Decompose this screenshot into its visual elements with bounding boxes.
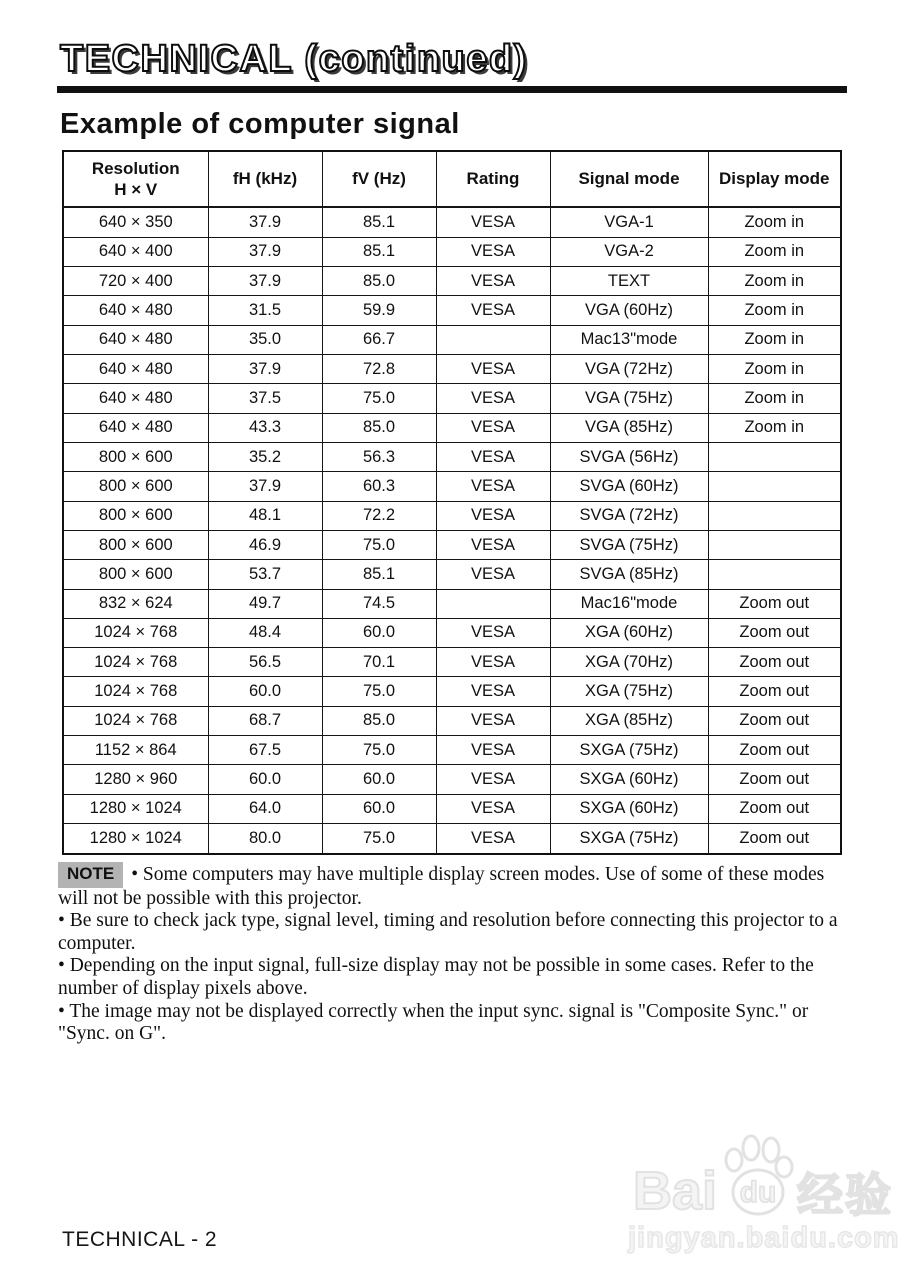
column-header-resolution: [63, 151, 208, 207]
cell-signal-mode: SXGA (60Hz): [550, 794, 708, 823]
table-row: [63, 560, 841, 589]
cell-fv: 85.1: [322, 207, 436, 237]
cell-fv: 85.0: [322, 413, 436, 442]
table-row: [63, 442, 841, 471]
cell-fv: 75.0: [322, 824, 436, 854]
cell-fv: 56.3: [322, 442, 436, 471]
cell-signal-mode: SVGA (75Hz): [550, 530, 708, 559]
cell-signal-mode: XGA (85Hz): [550, 706, 708, 735]
note-item: • Depending on the input signal, full-size display may not be possible in some cases. Refer to the number of display pixels above.: [58, 955, 814, 999]
cell-fh: 56.5: [208, 648, 322, 677]
table-row: [63, 354, 841, 383]
cell-fh: 35.2: [208, 442, 322, 471]
cell-fh: 68.7: [208, 706, 322, 735]
cell-fh: 49.7: [208, 589, 322, 618]
table-row: [63, 765, 841, 794]
cell-rating: VESA: [436, 413, 550, 442]
cell-signal-mode: VGA (85Hz): [550, 413, 708, 442]
cell-fh: 46.9: [208, 530, 322, 559]
cell-signal-mode: SVGA (60Hz): [550, 472, 708, 501]
cell-fv: 75.0: [322, 530, 436, 559]
note-badge: NOTE: [58, 862, 123, 888]
cell-display-mode: Zoom out: [708, 736, 841, 765]
note-item: • Some computers may have multiple display screen modes. Use of some of these modes will not be possible with this projector.: [58, 864, 825, 909]
cell-fv: 72.8: [322, 354, 436, 383]
watermark-url: jingyan.baidu.com: [628, 1222, 900, 1254]
cell-display-mode: Zoom in: [708, 237, 841, 266]
table-row: [63, 706, 841, 735]
cell-signal-mode: VGA (72Hz): [550, 354, 708, 383]
column-header-rating: Rating: [436, 151, 550, 207]
computer-signal-table: [62, 150, 842, 855]
table-row: [63, 794, 841, 823]
column-header-fh: fH (kHz): [208, 151, 322, 207]
cell-display-mode: Zoom in: [708, 354, 841, 383]
cell-fh: 53.7: [208, 560, 322, 589]
baidu-paw-icon: [718, 1134, 796, 1218]
table-row: [63, 736, 841, 765]
cell-fv: 75.0: [322, 384, 436, 413]
cell-resolution: 1024 × 768: [63, 706, 208, 735]
cell-rating: VESA: [436, 560, 550, 589]
cell-display-mode: [708, 442, 841, 471]
watermark-jingyan-text: 经验: [797, 1169, 894, 1221]
page-title: TECHNICAL (continued): [60, 38, 528, 80]
cell-fh: 37.9: [208, 237, 322, 266]
table-row: [63, 530, 841, 559]
table-row: [63, 589, 841, 618]
watermark-logo-row: [628, 1134, 898, 1221]
table-row: [63, 413, 841, 442]
watermark-du-text: du: [739, 1176, 777, 1209]
cell-resolution: 1280 × 1024: [63, 824, 208, 854]
cell-signal-mode: TEXT: [550, 266, 708, 295]
cell-resolution: 640 × 480: [63, 384, 208, 413]
cell-signal-mode: SVGA (85Hz): [550, 560, 708, 589]
cell-display-mode: Zoom out: [708, 677, 841, 706]
cell-fh: 35.0: [208, 325, 322, 354]
cell-display-mode: Zoom out: [708, 648, 841, 677]
cell-display-mode: Zoom in: [708, 207, 841, 237]
table-row: [63, 207, 841, 237]
cell-resolution: 640 × 480: [63, 325, 208, 354]
note-section: [58, 862, 852, 1046]
cell-resolution: 1024 × 768: [63, 648, 208, 677]
cell-resolution: 800 × 600: [63, 560, 208, 589]
cell-rating: VESA: [436, 442, 550, 471]
cell-resolution: 1152 × 864: [63, 736, 208, 765]
cell-signal-mode: Mac13"mode: [550, 325, 708, 354]
signal-table-body: [63, 207, 841, 854]
cell-signal-mode: SXGA (60Hz): [550, 765, 708, 794]
cell-fv: 75.0: [322, 736, 436, 765]
cell-resolution: 1280 × 1024: [63, 794, 208, 823]
table-row: [63, 618, 841, 647]
cell-signal-mode: XGA (70Hz): [550, 648, 708, 677]
cell-fh: 37.9: [208, 354, 322, 383]
cell-signal-mode: XGA (75Hz): [550, 677, 708, 706]
cell-rating: [436, 589, 550, 618]
cell-resolution: 720 × 400: [63, 266, 208, 295]
cell-display-mode: Zoom in: [708, 296, 841, 325]
column-header-resolution-line2: H × V: [114, 180, 158, 199]
cell-display-mode: [708, 560, 841, 589]
cell-fv: 60.3: [322, 472, 436, 501]
cell-rating: VESA: [436, 530, 550, 559]
cell-rating: VESA: [436, 648, 550, 677]
table-row: [63, 384, 841, 413]
cell-signal-mode: Mac16"mode: [550, 589, 708, 618]
cell-signal-mode: SVGA (56Hz): [550, 442, 708, 471]
cell-resolution: 640 × 350: [63, 207, 208, 237]
table-row: [63, 325, 841, 354]
cell-fv: 70.1: [322, 648, 436, 677]
table-row: [63, 501, 841, 530]
cell-resolution: 1024 × 768: [63, 618, 208, 647]
cell-resolution: 800 × 600: [63, 530, 208, 559]
cell-signal-mode: VGA (60Hz): [550, 296, 708, 325]
cell-display-mode: Zoom in: [708, 413, 841, 442]
cell-rating: VESA: [436, 677, 550, 706]
cell-display-mode: [708, 530, 841, 559]
cell-display-mode: Zoom out: [708, 824, 841, 854]
cell-rating: VESA: [436, 472, 550, 501]
cell-fv: 60.0: [322, 794, 436, 823]
note-item: • Be sure to check jack type, signal level, timing and resolution before connecting this projector to a computer.: [58, 910, 838, 954]
footer-page-label: TECHNICAL - 2: [62, 1228, 218, 1251]
cell-resolution: 640 × 480: [63, 296, 208, 325]
cell-fv: 85.0: [322, 266, 436, 295]
column-header-display-mode: Display mode: [708, 151, 841, 207]
cell-rating: VESA: [436, 266, 550, 295]
cell-rating: VESA: [436, 794, 550, 823]
cell-resolution: 800 × 600: [63, 472, 208, 501]
cell-rating: VESA: [436, 237, 550, 266]
cell-display-mode: Zoom in: [708, 266, 841, 295]
cell-rating: VESA: [436, 207, 550, 237]
cell-fh: 64.0: [208, 794, 322, 823]
cell-fh: 48.1: [208, 501, 322, 530]
cell-resolution: 640 × 480: [63, 354, 208, 383]
cell-rating: VESA: [436, 706, 550, 735]
cell-fv: 60.0: [322, 618, 436, 647]
table-header-row: [63, 151, 841, 207]
cell-rating: VESA: [436, 354, 550, 383]
cell-fh: 37.9: [208, 472, 322, 501]
table-row: [63, 824, 841, 854]
cell-display-mode: Zoom out: [708, 765, 841, 794]
baidu-jingyan-watermark: [628, 1134, 898, 1255]
cell-signal-mode: VGA-2: [550, 237, 708, 266]
cell-signal-mode: SVGA (72Hz): [550, 501, 708, 530]
cell-display-mode: Zoom out: [708, 589, 841, 618]
cell-resolution: 1024 × 768: [63, 677, 208, 706]
cell-resolution: 832 × 624: [63, 589, 208, 618]
cell-fv: 85.1: [322, 237, 436, 266]
table-row: [63, 677, 841, 706]
cell-rating: VESA: [436, 296, 550, 325]
cell-signal-mode: XGA (60Hz): [550, 618, 708, 647]
table-row: [63, 296, 841, 325]
cell-display-mode: Zoom out: [708, 706, 841, 735]
cell-rating: VESA: [436, 618, 550, 647]
cell-signal-mode: SXGA (75Hz): [550, 824, 708, 854]
watermark-bai-text: Bai: [632, 1161, 718, 1221]
cell-fh: 67.5: [208, 736, 322, 765]
cell-fv: 72.2: [322, 501, 436, 530]
table-row: [63, 472, 841, 501]
cell-fh: 31.5: [208, 296, 322, 325]
note-item: • The image may not be displayed correctly when the input sync. signal is "Composite Sync." or "Sync. on G".: [58, 1000, 809, 1045]
column-header-signal-mode: Signal mode: [550, 151, 708, 207]
cell-fv: 85.1: [322, 560, 436, 589]
cell-display-mode: Zoom out: [708, 618, 841, 647]
cell-display-mode: Zoom in: [708, 325, 841, 354]
cell-fh: 80.0: [208, 824, 322, 854]
cell-rating: [436, 325, 550, 354]
cell-display-mode: [708, 501, 841, 530]
cell-fh: 60.0: [208, 677, 322, 706]
cell-display-mode: [708, 472, 841, 501]
table-row: [63, 237, 841, 266]
cell-fv: 60.0: [322, 765, 436, 794]
cell-fh: 60.0: [208, 765, 322, 794]
cell-fv: 66.7: [322, 325, 436, 354]
cell-rating: VESA: [436, 501, 550, 530]
cell-rating: VESA: [436, 824, 550, 854]
cell-display-mode: Zoom in: [708, 384, 841, 413]
column-header-resolution-line1: Resolution: [91, 158, 180, 178]
cell-signal-mode: SXGA (75Hz): [550, 736, 708, 765]
section-heading: Example of computer signal: [60, 108, 460, 140]
cell-fv: 59.9: [322, 296, 436, 325]
cell-resolution: 800 × 600: [63, 442, 208, 471]
cell-display-mode: Zoom out: [708, 794, 841, 823]
column-header-fv: fV (Hz): [322, 151, 436, 207]
cell-rating: VESA: [436, 384, 550, 413]
cell-signal-mode: VGA-1: [550, 207, 708, 237]
cell-fv: 74.5: [322, 589, 436, 618]
cell-resolution: 640 × 480: [63, 413, 208, 442]
cell-fh: 48.4: [208, 618, 322, 647]
table-row: [63, 266, 841, 295]
cell-fh: 37.9: [208, 207, 322, 237]
title-underline: [57, 86, 847, 93]
note-paragraph-first: [58, 862, 852, 910]
cell-fh: 43.3: [208, 413, 322, 442]
cell-rating: VESA: [436, 736, 550, 765]
cell-fh: 37.5: [208, 384, 322, 413]
cell-fv: 85.0: [322, 706, 436, 735]
table-row: [63, 648, 841, 677]
cell-fv: 75.0: [322, 677, 436, 706]
cell-resolution: 1280 × 960: [63, 765, 208, 794]
cell-resolution: 800 × 600: [63, 501, 208, 530]
cell-signal-mode: VGA (75Hz): [550, 384, 708, 413]
cell-fh: 37.9: [208, 266, 322, 295]
cell-resolution: 640 × 400: [63, 237, 208, 266]
cell-rating: VESA: [436, 765, 550, 794]
